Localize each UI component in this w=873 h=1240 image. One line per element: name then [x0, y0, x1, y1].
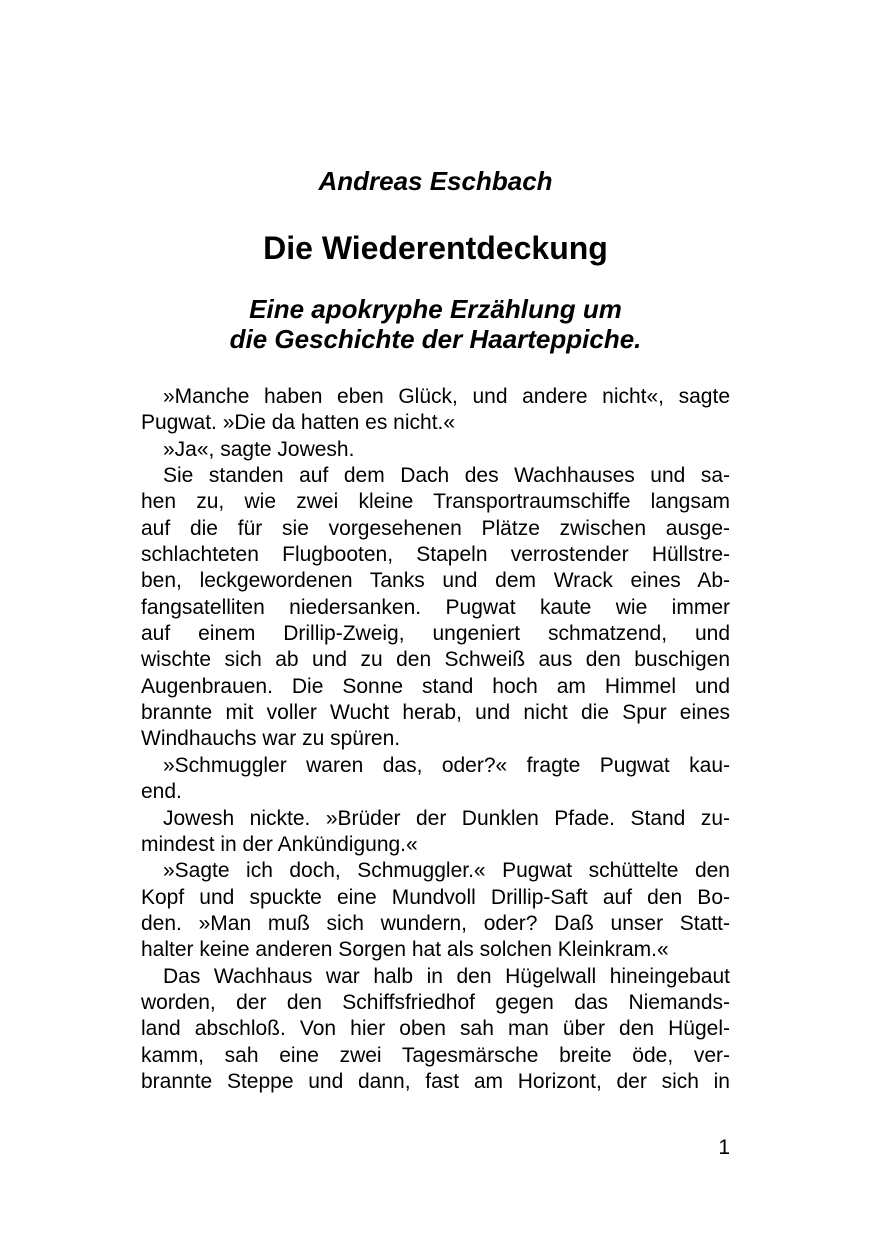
text-line: Augenbrauen. Die Sonne stand hoch am Himmel und	[141, 674, 730, 698]
text-line: wischte sich ab und zu den Schweiß aus den buschigen	[141, 648, 730, 672]
text-line: hen zu, wie zwei kleine Transportraumschiffe langsam	[141, 490, 730, 514]
page-title: Die Wiederentdeckung	[263, 230, 608, 266]
text-line: Kopf und spuckte eine Mundvoll Drillip-Saft auf den Bo-	[141, 885, 730, 909]
text-line: auf einem Drillip-Zweig, ungeniert schmatzend, und	[141, 622, 730, 646]
text-line: Das Wachhaus war halb in den Hügelwall hineingebaut	[163, 964, 730, 988]
text-line: worden, der den Schiffsfriedhof gegen das Niemands-	[141, 990, 730, 1014]
body-text	[141, 384, 730, 1095]
subtitle-line-1: Eine apokryphe Erzählung um	[249, 294, 622, 324]
text-line: brannte mit voller Wucht herab, und nicht die Spur eines	[141, 701, 730, 725]
page-number: 1	[718, 1136, 730, 1159]
author-line: Andreas Eschbach	[318, 166, 553, 196]
text-line: brannte Steppe und dann, fast am Horizont, der sich in	[141, 1069, 730, 1093]
text-line: Sie standen auf dem Dach des Wachhauses und sa-	[163, 464, 730, 488]
text-line: Pugwat. »Die da hatten es nicht.«	[141, 411, 456, 435]
text-line: ben, leckgewordenen Tanks und dem Wrack eines Ab-	[141, 569, 730, 593]
text-line: »Manche haben eben Glück, und andere nicht«, sagte	[163, 385, 730, 408]
text-line: halter keine anderen Sorgen hat als solchen Kleinkram.«	[141, 938, 669, 962]
text-line: Windhauchs war zu spüren.	[141, 727, 401, 751]
subtitle-line-2: die Geschichte der Haarteppiche.	[229, 324, 642, 354]
text-line: land abschloß. Von hier oben sah man über den Hügel-	[141, 1017, 730, 1041]
text-line: fangsatelliten niedersanken. Pugwat kaute wie immer	[141, 595, 730, 619]
text-line: kamm, sah eine zwei Tagesmärsche breite öde, ver-	[141, 1043, 730, 1067]
text-line: »Sagte ich doch, Schmuggler.« Pugwat schüttelte den	[163, 859, 730, 883]
text-line: den. »Man muß sich wundern, oder? Daß unser Statt-	[141, 911, 730, 935]
text-line: schlachteten Flugbooten, Stapeln verrostender Hüllstre-	[141, 543, 730, 567]
page-footer	[141, 1135, 730, 1161]
text-line: »Schmuggler waren das, oder?« fragte Pugwat kau-	[163, 753, 730, 777]
subtitle	[141, 294, 730, 354]
text-line: »Ja«, sagte Jowesh.	[163, 437, 355, 461]
text-line: mindest in der Ankündigung.«	[141, 832, 418, 856]
text-line: Jowesh nickte. »Brüder der Dunklen Pfade. Stand zu-	[163, 806, 730, 830]
text-line: end.	[141, 780, 182, 804]
text-line: auf die für sie vorgesehenen Plätze zwischen ausge-	[141, 516, 730, 540]
